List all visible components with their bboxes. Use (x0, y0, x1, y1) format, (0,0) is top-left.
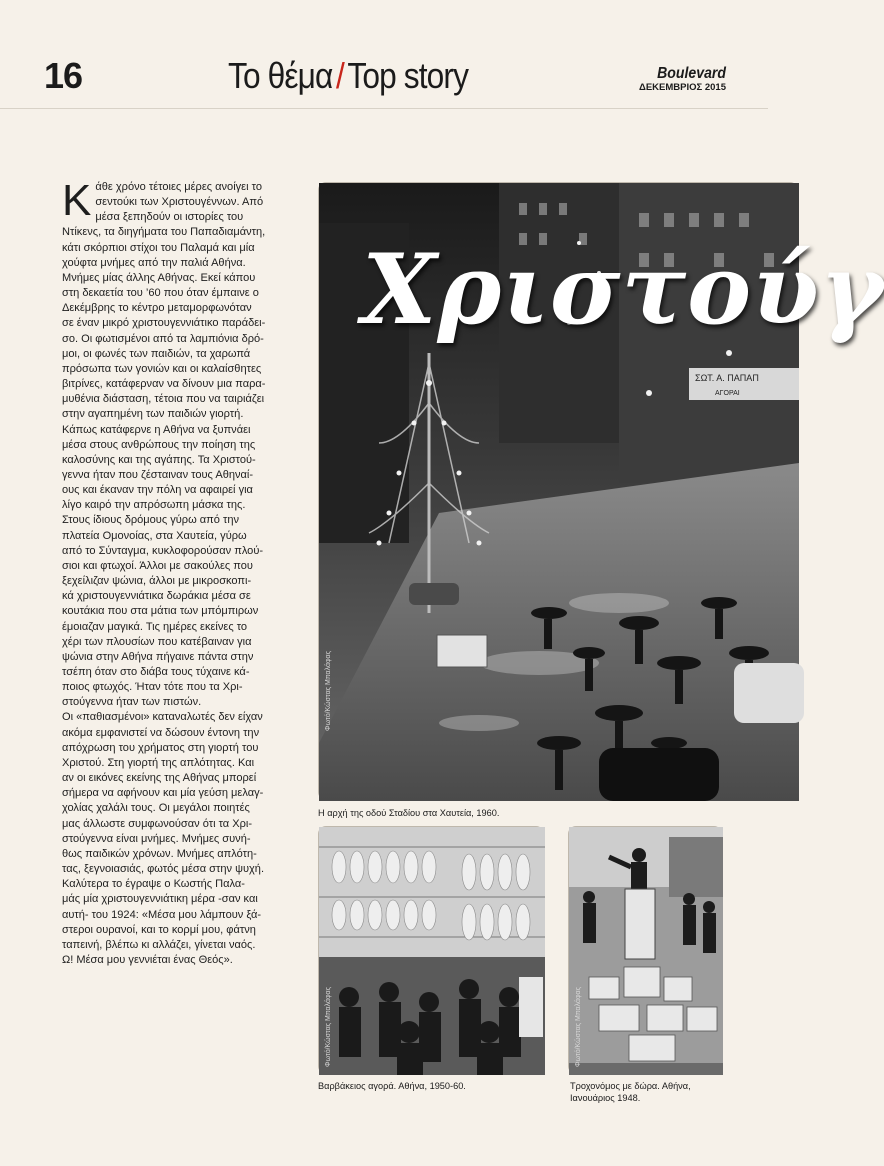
article-line: Μνήμες μίας άλλης Αθήνας. Εκεί κάπου (62, 271, 256, 284)
brand-name: Boulevard (657, 65, 726, 82)
article-line: ους και έκαναν την πόλη να αφαιρεί για (62, 484, 253, 497)
article-line: σο. Οι φωτισμένοι από τα λαμπιόνια δρό- (62, 332, 264, 345)
article-line: Κάπως κατάφερνε η Αθήνα να ξυπνάει (62, 423, 251, 436)
header-divider (0, 108, 768, 109)
article-line: απόχρωση του χρήματος στη γιορτή του (62, 741, 259, 754)
article-line: πλατεία Ομονοίας, στα Χαυτεία, γύρω (62, 529, 247, 542)
article-line: γεννα ήταν που ζέσταιναν τους Αθηναί- (62, 468, 254, 481)
article-lines (62, 176, 293, 968)
feature-headline: Χριστούγ (362, 233, 884, 346)
article-line: ψώνια στην Αθήνα πήγαινε πάντα στην (62, 650, 254, 663)
traffic-scene-image (569, 827, 723, 1075)
market-photo-caption: Βαρβάκειος αγορά. Αθήνα, 1950-60. (318, 1081, 466, 1091)
article-line: χούφτα μνήμες από την παλιά Αθήνα. (62, 256, 246, 269)
article-line: βιτρίνες, κατάφερναν να δίνουν μια παρα- (62, 378, 266, 391)
article-line: σήμερα να αφήνουν και μία γεύση μελαγ- (62, 787, 264, 800)
article-line: Δεκέμβρης το κέντρο μεταμορφωνόταν (62, 302, 252, 315)
article-line: θως παιδικών χρόνων. Μνήμες απλότη- (62, 847, 257, 860)
article-line: τας, ξεγνοιασιάς, φωτός μέσα στην ψυχή. (62, 863, 265, 876)
brand-block (639, 66, 726, 93)
issue-date: ΔΕΚΕΜΒΡΙΟΣ 2015 (639, 82, 726, 93)
article-line: μέσα στους ανθρώπους την ποίηση της (62, 438, 256, 451)
article-line: χολίας χαλάλι τους. Οι μεγάλοι ποιητές (62, 802, 250, 815)
article-line: ξεχείλιζαν ψώνια, άλλοι με μικροσκοπι- (62, 575, 252, 588)
article-line: Καλύτερα το έγραψε ο Κωστής Παλα- (62, 878, 245, 891)
article-line: στην αγαπημένη των παιδιών γιορτή. (62, 408, 244, 421)
article-line: αυτή- του 1924: «Μέσα μου λάμπουν ξά- (62, 908, 262, 921)
article-line: σεντούκι των Χριστουγέννων. Από (95, 196, 264, 209)
article-line: μας άλλωστε συμφωνούσαν ότι τα Χρι- (62, 817, 253, 830)
article-line: από το Σύνταγμα, κυκλοφορούσαν πλού- (62, 544, 264, 557)
article-line: Ντίκενς, τα διηγήματα του Παπαδιαμάντη, (62, 226, 266, 239)
article-line: κουτάκια που στα μάτια των μπόμπιρων (62, 605, 259, 618)
article-line: κά χριστουγεννιάτικα δωράκια μέσα σε (62, 590, 251, 603)
article-line: στη δεκαετία του ’60 που όταν έμπαινε ο (62, 287, 259, 300)
article-line: κάτι σκόρπιοι στίχοι του Παλαμά και μία (62, 241, 255, 254)
article-line: σιοι και φτωχοί. Άλλοι με σακούλες που (62, 559, 253, 572)
section-title-english: Top story (347, 55, 469, 96)
article-line: στούγεννα ήταν των πιστών. (62, 696, 202, 709)
title-slash: / (335, 55, 344, 96)
article-line: ταπεινή, βλέπω κι αλλάζει, γίνεται ναός. (62, 938, 256, 951)
article-line: καλοσύνης και της αγάπης. Τα Χριστού- (62, 453, 256, 466)
article-line: άθε χρόνο τέτοιες μέρες ανοίγει το (95, 181, 262, 193)
article-body (62, 176, 293, 968)
article-line: Οι «παθιασμένοι» καταναλωτές δεν είχαν (62, 711, 263, 724)
article-line: μέσα ξεπηδούν οι ιστορίες του (95, 211, 244, 224)
market-photo-credit: Φωτό/Κώστας Μπαλάφας (325, 987, 332, 1067)
article-line: Χριστού. Στη γιορτή της απλότητας. Και (62, 756, 255, 769)
shop-sign-name: ΣΩΤ. Α. ΠΑΠΑΠ (695, 373, 759, 383)
article-line: Στους ίδιους δρόμους γύρω από την (62, 514, 240, 527)
main-photo-caption: Η αρχή της οδού Σταδίου στα Χαυτεία, 1960. (318, 808, 500, 818)
article-line: μάς μία χριστουγεννιάτικη μέρα -σαν και (62, 893, 258, 906)
traffic-officer-photo (568, 826, 722, 1074)
page-number: 16 (44, 55, 83, 96)
article-line: τσέπη όταν στο διάβα τους τύχαινε κά- (62, 666, 250, 678)
article-line: μυθένια διάσταση, τέτοια που να ταιριάζει (62, 393, 265, 406)
article-line: σε έναν μικρό χριστουγεννιάτικο παράδει- (62, 317, 266, 330)
section-title (228, 56, 468, 96)
article-line: μοι, οι φωνές των παιδιών, τα χαρωπά (62, 347, 251, 360)
article-line: αν οι εικόνες εκείνης της Αθήνας μπορεί (62, 772, 257, 785)
article-line: Ω! Μέσα μου γεννιέται ένας Θεός». (62, 953, 233, 966)
main-photo-credit: Φωτό/Κώστας Μπαλάφας (325, 651, 332, 731)
article-line: έμοιαζαν μαγικά. Τις ημέρες εκείνες το (62, 620, 248, 633)
market-scene-image (319, 827, 545, 1075)
article-line: στούγεννα είναι μνήμες. Μνήμες συνή- (62, 832, 251, 845)
article-line: ποιος φτωχός. Ήταν τότε που τα Χρι- (62, 681, 243, 694)
article-line: ακόμα εμφανιστεί να δώσουν έντονη την (62, 726, 260, 739)
market-photo (318, 826, 544, 1074)
article-line: χέρι των πλουσίων που κατέβαιναν για (62, 635, 252, 648)
article-line: λίγο καιρό την απρόσωπη μάσκα της. (62, 499, 246, 512)
traffic-photo-credit: Φωτό/Κώστας Μπαλάφας (575, 987, 582, 1067)
shop-sign-sub: ΑΓΟΡΑΙ (715, 390, 740, 397)
article-line: στεροι ουρανοί, και το κορμί μου, φάτνη (62, 923, 256, 936)
article-line: πρόσωπα των γονιών και οι καλαίσθητες (62, 362, 262, 375)
section-title-greek: Το θέμα (228, 55, 333, 96)
traffic-photo-caption: Τροχονόμος με δώρα. Αθήνα, Ιανουάριος 1948. (570, 1081, 691, 1103)
drop-cap: Κ (62, 176, 92, 225)
